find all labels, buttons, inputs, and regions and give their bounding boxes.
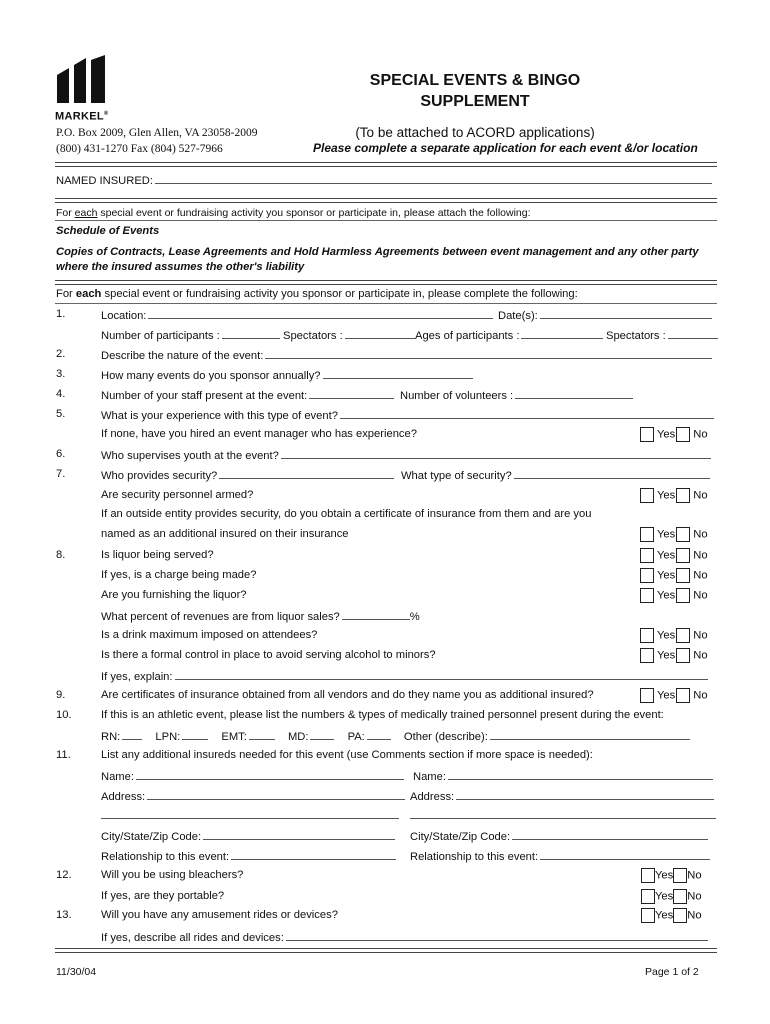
q11-number: 11. <box>56 749 71 761</box>
divider-2 <box>55 198 717 203</box>
q6-number: 6. <box>56 448 66 460</box>
q5-number: 5. <box>56 408 66 420</box>
drink-max-no-checkbox[interactable] <box>676 628 690 643</box>
name-2-field[interactable] <box>448 769 713 780</box>
q9-certs: Are certificates of insurance obtained from all vendors and do they name you as additional insured? <box>101 689 594 701</box>
footer-page: Page 1 of 2 <box>645 966 699 978</box>
q1-spectators-2: Spectators : <box>606 328 718 343</box>
footer-date: 11/30/04 <box>56 966 97 978</box>
q11-address: Address: <box>101 789 405 804</box>
md-field[interactable] <box>310 729 334 740</box>
csz-2-field[interactable] <box>512 829 708 840</box>
explain-field[interactable] <box>175 669 708 680</box>
portable-yes-no: Yes No <box>641 889 702 904</box>
q1-ages: Ages of participants : <box>415 328 603 343</box>
copies-line-2: where the insured assumes the other's liability <box>56 261 305 273</box>
charge-yes-no: Yes No <box>640 568 708 583</box>
q3-number: 3. <box>56 368 66 380</box>
relationship-field[interactable] <box>231 849 396 860</box>
liquor-yes-checkbox[interactable] <box>640 548 654 563</box>
q11-csz: City/State/Zip Code: <box>101 829 395 844</box>
q11-name-2: Name: <box>413 769 713 784</box>
furnishing-yes-no: Yes No <box>640 588 708 603</box>
address-line-1: P.O. Box 2009, Glen Allen, VA 23058-2009 <box>56 127 258 139</box>
address-line-extra[interactable] <box>101 818 399 819</box>
q13-rides: Will you have any amusement rides or devices? <box>101 909 338 921</box>
manager-yes-checkbox[interactable] <box>640 427 654 442</box>
outside-yes-no: Yes No <box>640 527 708 542</box>
q1-dates: Date(s): <box>498 308 712 323</box>
certs-no-checkbox[interactable] <box>676 688 690 703</box>
name-field[interactable] <box>136 769 404 780</box>
armed-yes-checkbox[interactable] <box>640 488 654 503</box>
q1-number: 1. <box>56 308 66 320</box>
q8-drink-max: Is a drink maximum imposed on attendees? <box>101 629 318 641</box>
q8-liquor: Is liquor being served? <box>101 549 214 561</box>
subtitle: (To be attached to ACORD applications) <box>355 125 595 140</box>
participants-field[interactable] <box>222 328 280 339</box>
youth-field[interactable] <box>281 448 711 459</box>
charge-no-checkbox[interactable] <box>676 568 690 583</box>
ages-field[interactable] <box>521 328 603 339</box>
rn-field[interactable] <box>122 729 142 740</box>
divider-3 <box>55 220 717 221</box>
q12-bleachers: Will you be using bleachers? <box>101 869 244 881</box>
percent-field[interactable] <box>342 609 410 620</box>
manager-yes-no: Yes No <box>640 427 708 442</box>
formal-control-yes-checkbox[interactable] <box>640 648 654 663</box>
q4-staff: Number of your staff present at the event: <box>101 388 394 403</box>
other-field[interactable] <box>490 729 690 740</box>
address-2-field[interactable] <box>456 789 714 800</box>
address-line-extra-2[interactable] <box>410 818 716 819</box>
security-type-field[interactable] <box>514 468 710 479</box>
q12-number: 12. <box>56 869 72 881</box>
title-line-2: SUPPLEMENT <box>420 93 530 110</box>
armed-no-checkbox[interactable] <box>676 488 690 503</box>
q8-charge: If yes, is a charge being made? <box>101 569 257 581</box>
q1-spectators: Spectators : <box>283 328 415 343</box>
divider-5 <box>55 303 717 304</box>
q9-number: 9. <box>56 689 66 701</box>
named-insured-field[interactable] <box>155 173 712 184</box>
dates-field[interactable] <box>540 308 712 319</box>
q4-volunteers: Number of volunteers : <box>400 388 633 403</box>
q12-portable: If yes, are they portable? <box>101 890 225 902</box>
q8-percent: What percent of revenues are from liquor sales? % <box>101 611 420 623</box>
pa-field[interactable] <box>367 729 391 740</box>
outside-no-checkbox[interactable] <box>676 527 690 542</box>
q11-relationship: Relationship to this event: <box>101 849 396 864</box>
q10-athletic: If this is an athletic event, please list the numbers & types of medically trained personnel present during the event: <box>101 709 664 721</box>
q13-rides-describe: If yes, describe all rides and devices: <box>101 930 708 945</box>
q4-number: 4. <box>56 388 66 400</box>
title-line-1: SPECIAL EVENTS & BINGO <box>369 72 581 89</box>
manager-no-checkbox[interactable] <box>676 427 690 442</box>
q11-additional: List any additional insureds needed for this event (use Comments section if more space is needed): <box>101 749 593 761</box>
relationship-2-field[interactable] <box>540 849 710 860</box>
q7-security: Who provides security? <box>101 468 394 483</box>
attach-instruction: For each special event or fundraising activity you sponsor or participate in, please attach the following: <box>56 207 531 219</box>
q7-security-type: What type of security? <box>401 468 710 483</box>
formal-control-no-checkbox[interactable] <box>676 648 690 663</box>
bleachers-yes-checkbox[interactable] <box>641 868 655 883</box>
outside-yes-checkbox[interactable] <box>640 527 654 542</box>
staff-field[interactable] <box>309 388 394 399</box>
address-line-2: (800) 431-1270 Fax (804) 527-7966 <box>56 143 223 155</box>
bleachers-no-checkbox[interactable] <box>673 868 687 883</box>
q7-armed: Are security personnel armed? <box>101 489 254 501</box>
liquor-no-checkbox[interactable] <box>676 548 690 563</box>
experience-field[interactable] <box>340 408 714 419</box>
q5-experience: What is your experience with this type of event? <box>101 408 714 423</box>
q1-participants: Number of participants : <box>101 328 280 343</box>
q3-how-many: How many events do you sponsor annually? <box>101 368 473 383</box>
q8-number: 8. <box>56 549 66 561</box>
q11-relationship-2: Relationship to this event: <box>410 849 710 864</box>
divider-top <box>55 162 717 167</box>
q2-nature: Describe the nature of the event: <box>101 348 712 363</box>
q8-furnishing: Are you furnishing the liquor? <box>101 589 247 601</box>
rides-describe-field[interactable] <box>286 930 708 941</box>
markel-logo <box>55 55 109 123</box>
furnishing-no-checkbox[interactable] <box>676 588 690 603</box>
q6-youth: Who supervises youth at the event? <box>101 448 711 463</box>
q10-personnel: RN: LPN: EMT: MD: PA: Other (describe): <box>101 729 690 744</box>
how-many-field[interactable] <box>323 368 473 379</box>
schedule-of-events: Schedule of Events <box>56 225 160 237</box>
copies-line-1: Copies of Contracts, Lease Agreements and Hold Harmless Agreements between event management and any other party <box>56 246 699 258</box>
emt-field[interactable] <box>249 729 275 740</box>
q5-manager: If none, have you hired an event manager who has experience? <box>101 428 417 440</box>
address-field[interactable] <box>147 789 405 800</box>
csz-field[interactable] <box>203 829 395 840</box>
q7-outside-1: If an outside entity provides security, do you obtain a certificate of insurance from them and are you <box>101 508 592 520</box>
lpn-field[interactable] <box>182 729 208 740</box>
portable-yes-checkbox[interactable] <box>641 889 655 904</box>
logo-wordmark: MARKEL® <box>55 110 109 123</box>
certs-yes-checkbox[interactable] <box>640 688 654 703</box>
q10-number: 10. <box>56 709 72 721</box>
divider-4 <box>55 280 717 285</box>
formal-control-yes-no: Yes No <box>640 648 708 663</box>
security-field[interactable] <box>219 468 394 479</box>
furnishing-yes-checkbox[interactable] <box>640 588 654 603</box>
drink-max-yes-no: Yes No <box>640 628 708 643</box>
q7-outside-2: named as an additional insured on their insurance <box>101 528 349 540</box>
rides-yes-checkbox[interactable] <box>641 908 655 923</box>
q11-address-2: Address: <box>410 789 714 804</box>
charge-yes-checkbox[interactable] <box>640 568 654 583</box>
location-field[interactable] <box>148 308 493 319</box>
instruction: Please complete a separate application for each event &/or location <box>313 141 698 155</box>
rides-yes-no: Yes No <box>641 908 702 923</box>
q11-csz-2: City/State/Zip Code: <box>410 829 708 844</box>
drink-max-yes-checkbox[interactable] <box>640 628 654 643</box>
q11-name: Name: <box>101 769 404 784</box>
q8-explain: If yes, explain: <box>101 669 708 684</box>
q1-location: Location: <box>101 308 493 323</box>
named-insured-label: NAMED INSURED: <box>56 173 712 188</box>
rides-no-checkbox[interactable] <box>673 908 687 923</box>
spectators-2-field[interactable] <box>668 328 718 339</box>
volunteers-field[interactable] <box>515 388 633 399</box>
divider-bottom <box>55 948 717 953</box>
complete-instruction: For each special event or fundraising activity you sponsor or participate in, please complete the following: <box>56 288 578 300</box>
bleachers-yes-no: Yes No <box>641 868 702 883</box>
q8-formal-control: Is there a formal control in place to avoid serving alcohol to minors? <box>101 649 436 661</box>
portable-no-checkbox[interactable] <box>673 889 687 904</box>
q7-number: 7. <box>56 468 66 480</box>
spectators-field[interactable] <box>345 328 415 339</box>
q13-number: 13. <box>56 909 72 921</box>
certs-yes-no: Yes No <box>640 688 708 703</box>
nature-field[interactable] <box>265 348 712 359</box>
markel-logo-icon <box>55 55 107 103</box>
q2-number: 2. <box>56 348 66 360</box>
liquor-yes-no: Yes No <box>640 548 708 563</box>
armed-yes-no: Yes No <box>640 488 708 503</box>
